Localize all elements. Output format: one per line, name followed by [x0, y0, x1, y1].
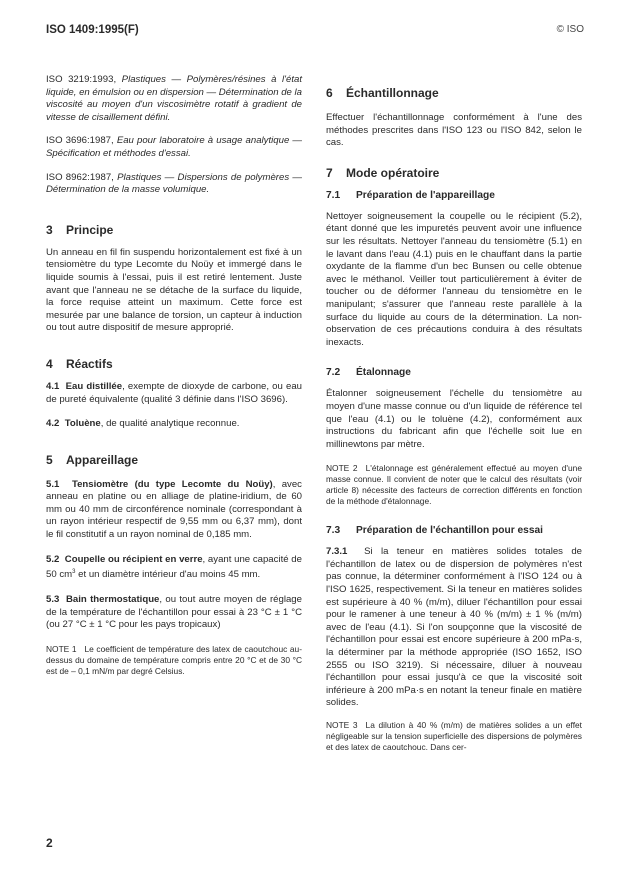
right-column [326, 86, 582, 753]
reference-iso-3219: ISO 3219:1993, Plastiques — Polymères/résines à l'état liquide, en émulsion ou en dispersion — Détermination de la viscosité au moyen d'un viscosimètre rotatif à gradient de vitesse de cisaillement défini. [46, 74, 302, 123]
subsection-7-3-heading: 7.3 Préparation de l'échantillon pour essai [326, 525, 543, 537]
section-3-text: Un anneau en fil fin suspendu horizontalement est fixé à un tensiomètre du type Lecomte du Noüy et immergé dans le liquide soumis à l'essai, puis il est retiré lentement. Juste avant que l'anneau ne se détache de la surface du liquide, la force requise atteint un maximum. Cette force est mesurée par une balance de torsion, un capteur à induction ou tout autre dispositif de mesure approprié. [46, 246, 302, 334]
subsection-7-2-text: Étalonner soigneusement l'échelle du tensiomètre au moyen d'une masse connue ou d'un liquide de référence tel que l'eau (4.1) ou le toluène (4.2), conformément aux instructions du fabricant afin que l'échelle soit lue en millinewtons par mètre. [326, 388, 582, 450]
left-column [46, 74, 302, 677]
subsection-7-1-heading: 7.1 Préparation de l'appareillage [326, 189, 495, 201]
subsection-7-1-text: Nettoyer soigneusement la coupelle ou le récipient (5.2), étant donné que les impuretés peuvent avoir une influence sur les résultats. Nettoyer l'anneau du tensiomètre (5.1) en le lavant dans l'eau (4.1) puis en le chauffant dans la partie oxydante de la flamme d'un bec Bunsen ou celle obtenue avec le méthanol. Veiller tout particulièrement à éviter de toucher ou de déformer l'anneau du tensiomètre en le manipulant; s'assurer que l'anneau reste parallèle à la surface du liquide au cours de la détermination. La non-observation de ces précautions conduira à des résultats inexacts. [326, 210, 582, 348]
item-4-1: 4.1 Eau distillée, exempte de dioxyde de carbone, ou eau de pureté équivalente (qualité 3 définie dans l'ISO 3696). [46, 380, 302, 405]
reference-iso-8962: ISO 8962:1987, Plastiques — Dispersions de polymères — Détermination de la masse volumique. [46, 171, 303, 196]
section-3-heading: 3 Principe [46, 222, 114, 237]
section-6-text: Effectuer l'échantillonnage conformément à l'une des méthodes prescrites dans l'ISO 123 ou l'ISO 842, selon le cas. [326, 112, 582, 149]
item-5-3: 5.3 Bain thermostatique, ou tout autre moyen de réglage de la température de l'échantillon pour essai à 23 °C ± 1 °C (ou 27 °C ± 1 °C pour les pays tropicaux) [46, 594, 302, 631]
copyright-mark: © ISO [556, 24, 584, 35]
item-5-1: 5.1 Tensiomètre (du type Lecomte du Noüy), avec anneau en platine ou en alliage de platine-iridium, de 60 mm ou 40 mm de circonférence nominale (correspondant à un rayon intérieur respectif de 9,55 mm ou 6,37 mm), dont le fil constitutif a un rayon nominal de 0,185 mm. [46, 478, 302, 541]
reference-iso-3696: ISO 3696:1987, Eau pour laboratoire à usage analytique — Spécification et méthodes d'essai. [46, 135, 303, 159]
section-7-heading: 7 Mode opératoire [326, 165, 440, 180]
document-id: ISO 1409:1995(F) [46, 24, 139, 36]
note-2: NOTE 2 L'étalonnage est généralement effectué au moyen d'une masse connue. Il convient de noter que le calcul des résultats (voir article 8) nécessite des facteurs de correction différents en fonction de la méthode d'étalonnage. [326, 463, 583, 507]
item-5-2: 5.2 Coupelle ou récipient en verre, ayant une capacité de 50 $cm^3$ et un diamètre intérieur d'au moins 45 mm. [46, 553, 302, 581]
note-3: NOTE 3 La dilution à 40 % (m/m) de matières solides a un effet négligeable sur la tension superficielle des dispersions de polymères et des latex de caoutchouc. Dans cer- [326, 720, 583, 752]
item-4-2: 4.2 Toluène, de qualité analytique reconnue. [46, 418, 240, 430]
section-5-heading: 5 Appareillage [46, 452, 139, 467]
section-4-heading: 4 Réactifs [46, 356, 113, 371]
subsection-7-2-heading: 7.2 Étalonnage [326, 367, 411, 379]
page-number: 2 [46, 836, 53, 850]
subsection-7-3-1-text: 7.3.1 Si la teneur en matières solides totales de l'échantillon de latex ou de dispersion de polymères n'est pas connue, la déterminer conformément à l'ISO 124 ou à l'ISO 1625, respectivement. Si la teneur en matières solides est supérieure à 40 % (m/m), diluer l'échantillon pour essai pour le ramener à une teneur à 40 % (m/m) ± 1 % (m/m) avec de l'eau (4.1). Si l'on soupçonne que la viscosité de l'échantillon pour essai est encore supérieure à 200 mPa·s, la déterminer par la méthode appropriée (ISO 1652, ISO 2555 ou ISO 3219). Si nécessaire, diluer à nouveau l'échantillon pour essai jusqu'à ce que la viscosité soit inférieure à 200 mPa·s en notant la teneur finale en matière solides. [326, 546, 582, 709]
section-6-heading: 6 Échantillonnage [326, 86, 439, 100]
note-1: NOTE 1 Le coefficient de température des latex de caoutchouc au-dessus du domaine de température compris entre 20 °C et de 30 °C est de – 0,1 mN/m par degré Celsius. [46, 643, 302, 676]
